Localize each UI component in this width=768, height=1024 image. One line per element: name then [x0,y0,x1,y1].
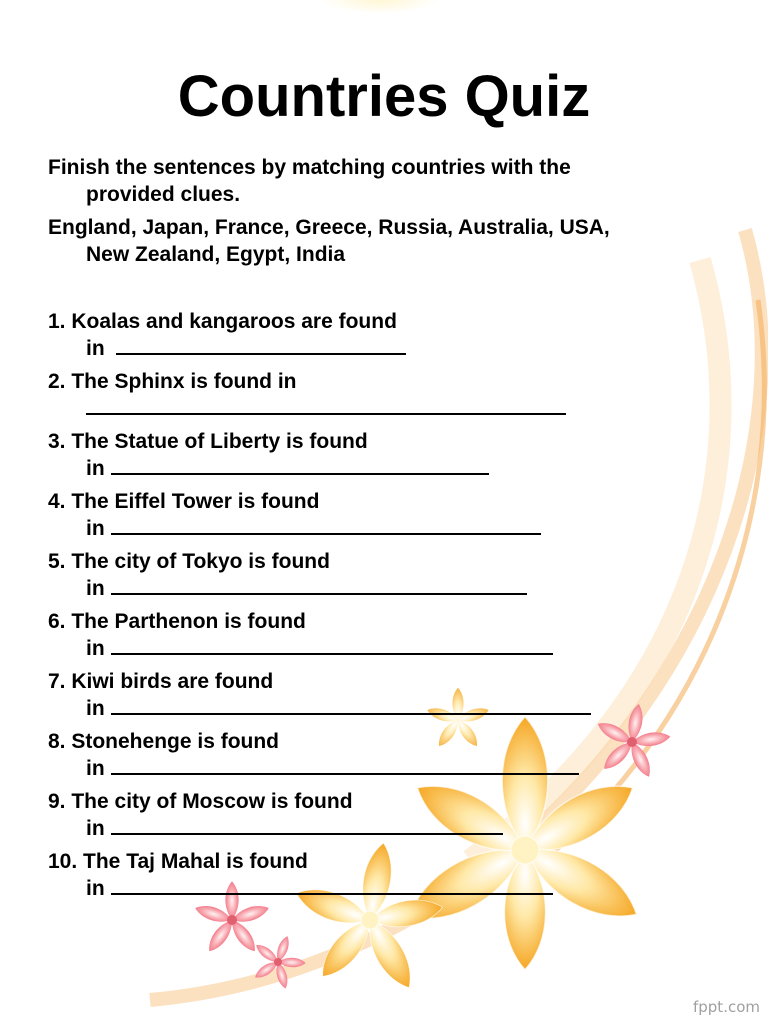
question-prefix: in [86,637,105,660]
answer-blank[interactable] [111,755,579,775]
instructions-line-1: Finish the sentences by matching countries with the [48,156,571,179]
question-prefix: in [86,877,105,900]
question-prefix: in [86,757,105,780]
answer-blank[interactable] [111,875,553,895]
question-5 [48,548,748,602]
answer-blank[interactable] [111,455,489,475]
question-text: 9. The city of Moscow is found [48,790,353,813]
word-bank-line-2: New Zealand, Egypt, India [86,243,346,266]
question-prefix: in [86,817,105,840]
question-prefix: in [86,517,105,540]
question-text: 7. Kiwi birds are found [48,670,274,693]
answer-blank[interactable] [116,335,406,355]
question-text: 3. The Statue of Liberty is found [48,430,368,453]
answer-blank[interactable] [111,695,591,715]
question-text: 5. The city of Tokyo is found [48,550,330,573]
answer-blank[interactable] [111,515,541,535]
answer-blank[interactable] [111,815,503,835]
question-prefix: in [86,697,105,720]
brand-watermark: fppt.com [692,998,760,1016]
question-3 [48,428,748,482]
question-text: 6. The Parthenon is found [48,610,306,633]
instructions-line-2: provided clues. [86,183,241,206]
question-7 [48,668,748,722]
answer-blank[interactable] [86,395,566,415]
question-1 [48,308,748,362]
question-text: 2. The Sphinx is found in [48,370,297,393]
word-bank-line-1: England, Japan, France, Greece, Russia, Australia, USA, [48,216,610,239]
question-prefix: in [86,457,105,480]
question-text: 1. Koalas and kangaroos are found [48,310,397,333]
question-4 [48,488,748,542]
question-8 [48,728,748,782]
question-prefix: in [86,337,105,360]
question-text: 4. The Eiffel Tower is found [48,490,320,513]
question-10 [48,848,748,902]
question-2 [48,368,748,422]
instructions [48,154,728,208]
question-text: 10. The Taj Mahal is found [48,850,308,873]
page-title: Countries Quiz [177,64,591,129]
answer-blank[interactable] [111,635,553,655]
question-text: 8. Stonehenge is found [48,730,280,753]
word-bank [48,214,728,268]
question-6 [48,608,748,662]
question-prefix: in [86,577,105,600]
answer-blank[interactable] [111,575,527,595]
question-9 [48,788,748,842]
